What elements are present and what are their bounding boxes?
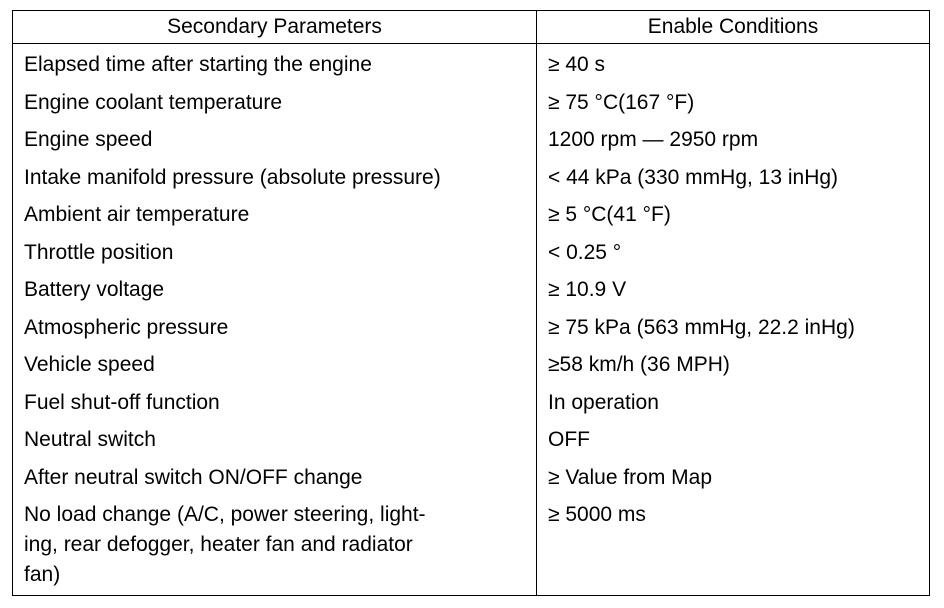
- parameter-cell: Elapsed time after starting the engine: [24, 53, 372, 76]
- table-row: [13, 500, 929, 590]
- table-row: [13, 350, 929, 388]
- parameter-cell: Ambient air temperature: [24, 203, 250, 226]
- condition-cell: ≥ 5 °C(41 °F): [548, 203, 671, 226]
- parameter-cell: Engine coolant temperature: [24, 90, 282, 114]
- table-header-row: [13, 11, 929, 44]
- condition-cell: ≥ 40 s: [548, 53, 606, 76]
- parameter-cell: [13, 500, 536, 590]
- condition-cell: 1200 rpm — 2950 rpm: [548, 128, 759, 151]
- parameters-table: [12, 10, 930, 596]
- parameter-cell: Fuel shut-off function: [24, 390, 220, 414]
- condition-cell: ≥ 75 °C(167 °F): [548, 90, 695, 114]
- condition-cell: OFF: [548, 428, 590, 451]
- parameter-cell: Atmospheric pressure: [24, 315, 229, 339]
- parameter-cell: Battery voltage: [24, 278, 165, 301]
- parameter-cell: Neutral switch: [24, 428, 156, 451]
- condition-cell: In operation: [548, 390, 659, 414]
- condition-cell: ≥ Value from Map: [548, 465, 713, 489]
- condition-cell: ≥ 10.9 V: [548, 278, 627, 301]
- header-enable-conditions: Enable Conditions: [647, 15, 819, 38]
- table-row: [13, 50, 929, 88]
- table-row: [13, 238, 929, 276]
- table-row: [13, 163, 929, 201]
- table-row: [13, 125, 929, 163]
- table-row: [13, 425, 929, 463]
- parameter-cell: Engine speed: [24, 128, 153, 151]
- condition-cell: ≥ 5000 ms: [548, 503, 646, 526]
- table-body: [13, 50, 929, 590]
- table-row: [13, 388, 929, 426]
- parameter-line: ing, rear defogger, heater fan and radiator: [24, 533, 413, 556]
- condition-cell: ≥58 km/h (36 MPH): [548, 353, 730, 376]
- condition-cell: < 0.25 °: [548, 240, 622, 264]
- table-row: [13, 275, 929, 313]
- parameter-line: fan): [24, 563, 61, 586]
- parameter-line: No load change (A/C, power steering, light-: [24, 503, 426, 526]
- parameter-cell: After neutral switch ON/OFF change: [24, 465, 363, 489]
- table-row: [13, 88, 929, 126]
- parameter-cell: Vehicle speed: [24, 353, 155, 376]
- header-secondary-parameters: Secondary Parameters: [167, 15, 382, 38]
- table-row: [13, 313, 929, 351]
- condition-cell: < 44 kPa (330 mmHg, 13 inHg): [548, 165, 839, 189]
- parameter-cell: Throttle position: [24, 240, 174, 264]
- condition-cell: ≥ 75 kPa (563 mmHg, 22.2 inHg): [548, 315, 855, 339]
- table-row: [13, 463, 929, 501]
- table-row: [13, 200, 929, 238]
- parameter-cell: Intake manifold pressure (absolute pressure): [24, 165, 441, 189]
